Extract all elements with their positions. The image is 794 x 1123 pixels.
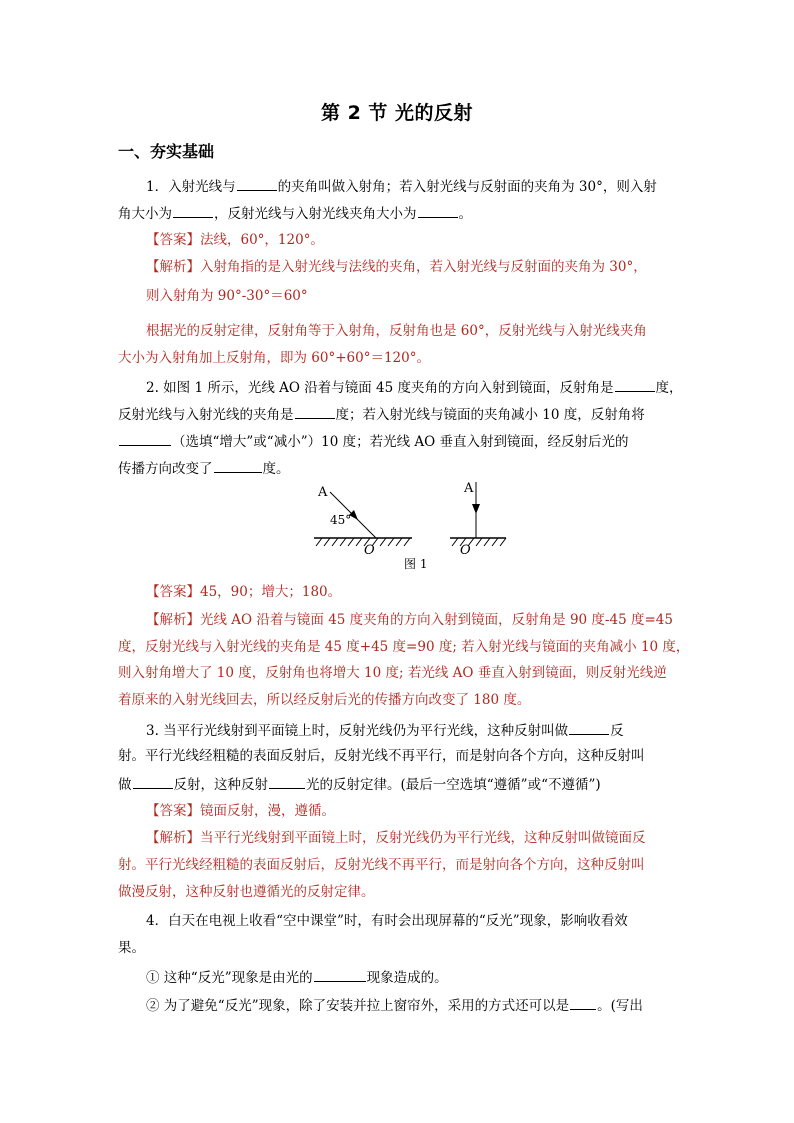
q2-analysis-1 xyxy=(146,611,673,629)
q1-text: 1．入射光线与 xyxy=(146,179,236,195)
q4-sub-2 xyxy=(146,995,643,1015)
arrow-right xyxy=(472,504,480,514)
figure-1 xyxy=(300,472,520,572)
q3-line-3 xyxy=(118,774,601,794)
q4-sub-1 xyxy=(146,967,448,987)
q3-blank-1 xyxy=(569,720,609,735)
q2-text: 度， xyxy=(655,380,683,396)
q3-answer xyxy=(146,802,335,820)
q4-blank-1 xyxy=(314,967,366,982)
q2-analysis-4: 着原来的入射光线回去，所以经反射后光的传播方向改变了 180 度。 xyxy=(118,692,531,708)
answer-tag: 【答案】 xyxy=(146,232,200,248)
mirror-hatch-left xyxy=(316,538,410,546)
q2-blank-3 xyxy=(119,431,171,446)
q2-text: 度；若入射光线与镜面的夹角减小 10 度，反射角将 xyxy=(335,407,645,423)
q3-analysis-3: 做漫反射，这种反射也遵循光的反射定律。 xyxy=(118,884,375,900)
q1-analysis-4: 大小为入射角加上反射角，即为 60°+60°＝120°。 xyxy=(118,350,430,366)
q1-analysis-1 xyxy=(146,258,647,276)
page-title: 第 2 节 光的反射 xyxy=(320,102,474,124)
label-a-right: A xyxy=(464,481,474,496)
q3-line-1 xyxy=(146,720,624,740)
q3-text: 光的反射定律。(最后一空选填“遵循”或“不遵循”) xyxy=(306,777,601,793)
q2-answer xyxy=(146,583,341,601)
q3-text: 反射，这种反射 xyxy=(173,777,268,793)
q1-analysis-3: 根据光的反射定律，反射角等于入射角，反射角也是 60°，反射光线与入射光线夹角 xyxy=(146,323,647,339)
analysis-text: 入射角指的是入射光线与法线的夹角，若入射光线与反射面的夹角为 30°， xyxy=(200,259,647,275)
q4-blank-2 xyxy=(570,995,596,1010)
q1-blank-3 xyxy=(418,203,458,218)
q3-analysis-2: 射。平行光线经粗糙的表面反射后，反射光线不再平行，而是射向各个方向，这种反射叫 xyxy=(118,857,645,873)
q2-line-1 xyxy=(146,377,683,397)
answer-text: 法线，60°，120°。 xyxy=(200,232,324,248)
q1-text: ，反射光线与入射光线夹角大小为 xyxy=(214,206,417,222)
analysis-tag: 【解析】 xyxy=(146,259,200,275)
analysis-text: 光线 AO 沿着与镜面 45 度夹角的方向入射到镜面，反射角是 90 度-45 度=45 xyxy=(200,612,673,628)
q1-line-1 xyxy=(146,176,657,196)
answer-tag: 【答案】 xyxy=(146,803,200,819)
q2-blank-1 xyxy=(615,377,655,392)
analysis-text: 当平行光线射到平面镜上时，反射光线仍为平行光线，这种反射叫做镜面反 xyxy=(200,830,646,846)
q4-text: 。(写出 xyxy=(597,998,643,1014)
q2-text: 传播方向改变了 xyxy=(118,461,213,477)
q1-blank-1 xyxy=(237,176,277,191)
q1-answer xyxy=(146,231,324,249)
q2-text: 反射光线与入射光线的夹角是 xyxy=(118,407,294,423)
q1-text: 角大小为 xyxy=(118,206,172,222)
q3-analysis-1 xyxy=(146,829,646,847)
analysis-tag: 【解析】 xyxy=(146,612,200,628)
q4-text: ② 为了避免“反光”现象，除了安装并拉上窗帘外，采用的方式还可以是 xyxy=(146,998,570,1014)
q2-blank-4 xyxy=(214,458,262,473)
answer-tag: 【答案】 xyxy=(146,584,200,600)
section-heading: 一、夯实基础 xyxy=(118,142,215,161)
q2-blank-2 xyxy=(295,404,335,419)
q3-text: 反 xyxy=(610,723,624,739)
q1-analysis-2: 则入射角为 90°-30°＝60° xyxy=(146,288,308,304)
q4-text: ① 这种“反光”现象是由光的 xyxy=(146,970,313,986)
q2-text: 2. 如图 1 所示，光线 AO 沿着与镜面 45 度夹角的方向入射到镜面，反射角是 xyxy=(146,380,614,396)
q3-line-2: 射。平行光线经粗糙的表面反射后，反射光线不再平行，而是射向各个方向，这种反射叫 xyxy=(118,748,645,764)
q1-line-2 xyxy=(118,203,472,223)
q3-text: 做 xyxy=(118,777,132,793)
figure-caption: 图 1 xyxy=(404,557,428,571)
q3-blank-3 xyxy=(269,774,305,789)
q2-text: （选填“增大”或“减小”）10 度；若光线 AO 垂直入射到镜面，经反射后光的 xyxy=(172,434,629,450)
q2-analysis-3: 则入射角增大了 10 度，反射角也将增大 10 度; 若光线 AO 垂直入射到镜面，则反射光线逆 xyxy=(118,665,667,681)
answer-text: 45，90；增大；180。 xyxy=(200,584,342,600)
label-o-left: O xyxy=(364,543,375,558)
q2-analysis-2: 度，反射光线与入射光线的夹角是 45 度+45 度=90 度; 若入射光线与镜面的夹角减小 10 度， xyxy=(118,639,690,655)
q2-line-2 xyxy=(118,404,645,424)
answer-text: 镜面反射，漫，遵循。 xyxy=(200,803,335,819)
analysis-tag: 【解析】 xyxy=(146,830,200,846)
q3-blank-2 xyxy=(133,774,173,789)
q4-line-1: 4．白天在电视上收看“空中课堂”时，有时会出现屏幕的“反光”现象，影响收看效 xyxy=(146,913,628,929)
q1-text: 。 xyxy=(458,206,472,222)
q3-text: 3. 当平行光线射到平面镜上时，反射光线仍为平行光线，这种反射叫做 xyxy=(146,723,569,739)
label-a-left: A xyxy=(318,485,328,500)
q1-text: 的夹角叫做入射角；若入射光线与反射面的夹角为 30°，则入射 xyxy=(277,179,657,195)
q2-text: 度。 xyxy=(262,461,290,477)
label-angle: 45° xyxy=(330,513,352,527)
label-o-right: O xyxy=(460,543,471,558)
q2-line-3 xyxy=(118,431,628,451)
q4-text: 现象造成的。 xyxy=(366,970,448,986)
q4-line-2: 果。 xyxy=(118,940,145,956)
q1-blank-2 xyxy=(173,203,213,218)
q2-line-4 xyxy=(118,458,290,478)
